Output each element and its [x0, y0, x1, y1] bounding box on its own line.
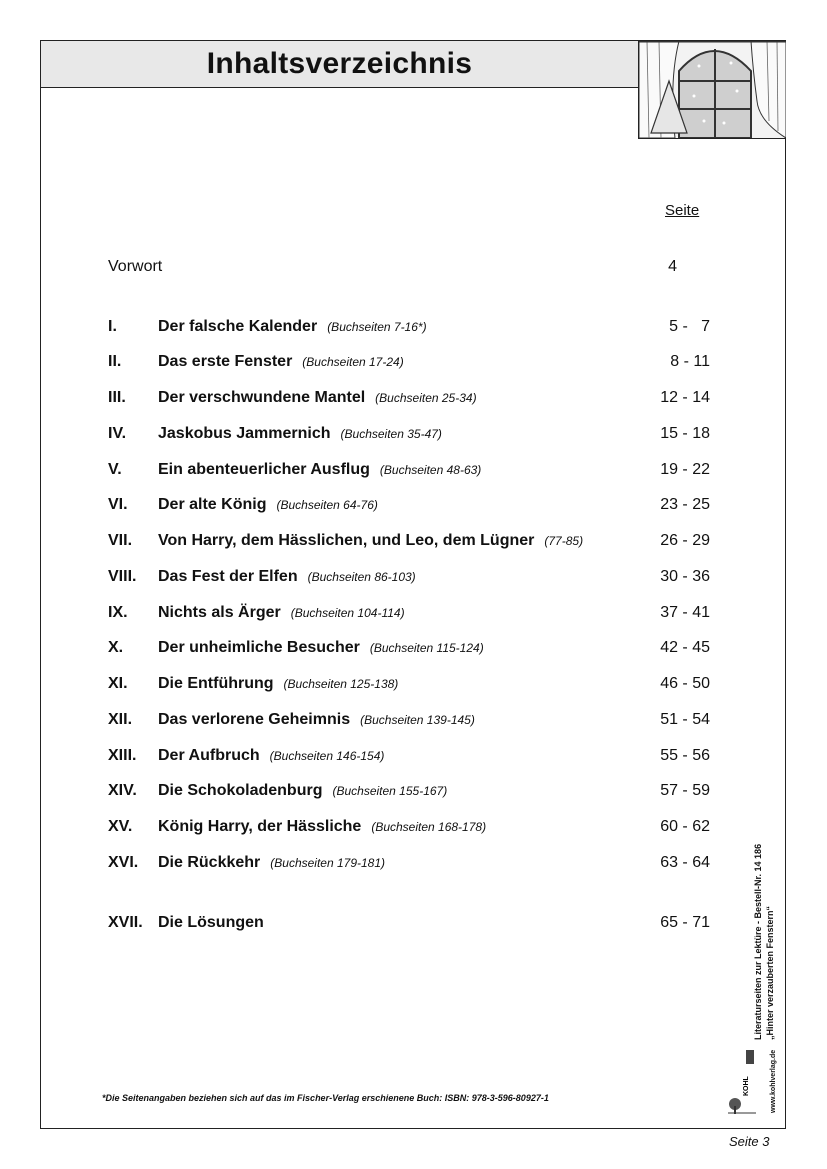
chapter-pages: 37 - 41	[660, 604, 710, 621]
chapter-pages: 63 - 64	[660, 854, 710, 871]
chapter-number: XVII.	[108, 914, 143, 931]
chapter-title-group	[158, 711, 475, 729]
book-page-reference: (Buchseiten 155-167)	[332, 784, 448, 798]
vorwort-page: 4	[668, 258, 677, 275]
chapter-number: VII.	[108, 532, 133, 549]
chapter-number: X.	[108, 639, 124, 656]
chapter-number: IX.	[108, 604, 128, 621]
chapter-title-group	[158, 461, 481, 479]
chapter-title: Das verlorene Geheimnis	[158, 711, 351, 728]
chapter-number: XI.	[108, 675, 128, 692]
book-page-reference: (Buchseiten 64-76)	[276, 498, 378, 512]
chapter-number: XIV.	[108, 782, 137, 799]
chapter-title-group	[158, 389, 477, 407]
publisher-url: www.kohlverlag.de	[770, 1049, 777, 1113]
window-illustration	[638, 41, 786, 139]
chapter-title: Ein abenteuerlicher Ausflug	[158, 461, 370, 478]
chapter-title: Die Schokoladenburg	[158, 782, 323, 799]
book-page-reference: (Buchseiten 168-178)	[371, 820, 487, 834]
pages-column-header: Seite	[665, 202, 700, 219]
chapter-title: Das Fest der Elfen	[158, 568, 298, 585]
chapter-number: II.	[108, 353, 122, 370]
chapter-pages: 15 - 18	[660, 425, 710, 442]
footnote: *Die Seitenangaben beziehen sich auf das im Fischer-Verlag erschienene Buch: ISBN: 978-3-596-80927-1	[102, 1093, 549, 1103]
chapter-pages: 65 - 71	[660, 914, 710, 931]
chapter-pages: 46 - 50	[660, 675, 710, 692]
book-page-reference: (Buchseiten 7-16*)	[327, 320, 427, 334]
chapter-number: VIII.	[108, 568, 137, 585]
svg-text:KOHL: KOHL	[743, 1076, 750, 1096]
chapter-pages: 42 - 45	[660, 639, 710, 656]
chapter-title-group	[158, 568, 416, 586]
chapter-title: Von Harry, dem Hässlichen, und Leo, dem Lügner	[158, 532, 535, 549]
chapter-title: Nichts als Ärger	[158, 604, 281, 621]
book-page-reference: (Buchseiten 86-103)	[307, 570, 416, 584]
chapter-title-group	[158, 425, 442, 443]
chapter-title: Die Rückkehr	[158, 854, 261, 871]
chapter-title-group	[158, 854, 385, 872]
book-page-reference: (Buchseiten 17-24)	[302, 355, 404, 369]
chapter-pages: 26 - 29	[660, 532, 710, 549]
chapter-title-group	[158, 818, 486, 836]
chapter-title: Der alte König	[158, 496, 267, 513]
chapter-title-group	[158, 782, 447, 800]
book-page-reference: (Buchseiten 25-34)	[375, 391, 477, 405]
publisher-side-text	[752, 844, 776, 1040]
chapter-title-group	[158, 318, 427, 336]
chapter-title: Das erste Fenster	[158, 353, 293, 370]
page-number: Seite 3	[729, 1134, 770, 1149]
chapter-pages: 30 - 36	[660, 568, 710, 585]
chapter-title: Die Entführung	[158, 675, 274, 692]
chapter-pages: 12 - 14	[660, 389, 710, 406]
chapter-pages: 60 - 62	[660, 818, 710, 835]
side-line-1: Literaturseiten zur Lektüre - Bestell-Nr. 14 186	[753, 843, 763, 1040]
chapter-number: XII.	[108, 711, 133, 728]
chapter-title: Der falsche Kalender	[158, 318, 318, 335]
side-line-2: „Hinter verzauberten Fenstern“	[765, 905, 775, 1040]
book-page-reference: (Buchseiten 179-181)	[270, 856, 386, 870]
chapter-pages: 19 - 22	[660, 461, 710, 478]
chapter-title: Jaskobus Jammernich	[158, 425, 331, 442]
chapter-title: Die Lösungen	[158, 914, 264, 931]
chapter-pages: 57 - 59	[660, 782, 710, 799]
vorwort-label: Vorwort	[108, 258, 163, 275]
chapter-pages: 51 - 54	[660, 711, 710, 728]
book-page-reference: (Buchseiten 139-145)	[360, 713, 475, 727]
chapter-number: VI.	[108, 496, 128, 513]
chapter-pages: 5 - 7	[669, 318, 710, 335]
chapter-pages: 8 - 11	[670, 353, 710, 370]
book-page-reference: (Buchseiten 146-154)	[269, 749, 385, 763]
chapter-title: Der unheimliche Besucher	[158, 639, 360, 656]
publisher-logo	[728, 1048, 756, 1114]
book-page-reference: (Buchseiten 104-114)	[290, 606, 405, 620]
book-page-reference: (Buchseiten 35-47)	[340, 427, 442, 441]
chapter-number: I.	[108, 318, 117, 335]
chapter-number: XIII.	[108, 747, 137, 764]
chapter-number: IV.	[108, 425, 127, 442]
chapter-title-group	[158, 604, 405, 622]
chapter-title: Der Aufbruch	[158, 747, 260, 764]
chapter-title: König Harry, der Hässliche	[158, 818, 362, 835]
chapter-title-group	[158, 496, 378, 514]
chapter-number: V.	[108, 461, 122, 478]
book-page-reference: (Buchseiten 125-138)	[283, 677, 399, 691]
chapter-title-group	[158, 639, 484, 657]
chapter-title-group	[158, 675, 398, 693]
chapter-number: III.	[108, 389, 126, 406]
chapter-number: XV.	[108, 818, 133, 835]
chapter-title-group	[158, 532, 583, 550]
chapter-title-group	[158, 353, 404, 371]
chapter-title: Der verschwundene Mantel	[158, 389, 366, 406]
chapter-title-group	[158, 747, 384, 765]
chapter-pages: 23 - 25	[660, 496, 710, 513]
book-page-reference: (Buchseiten 48-63)	[379, 463, 482, 477]
page-title: Inhaltsverzeichnis	[41, 41, 639, 88]
chapter-pages: 55 - 56	[660, 747, 710, 764]
chapter-title-group	[158, 914, 264, 932]
book-page-reference: (Buchseiten 115-124)	[369, 641, 484, 655]
book-page-reference: (77-85)	[544, 534, 584, 548]
chapter-number: XVI.	[108, 854, 139, 871]
